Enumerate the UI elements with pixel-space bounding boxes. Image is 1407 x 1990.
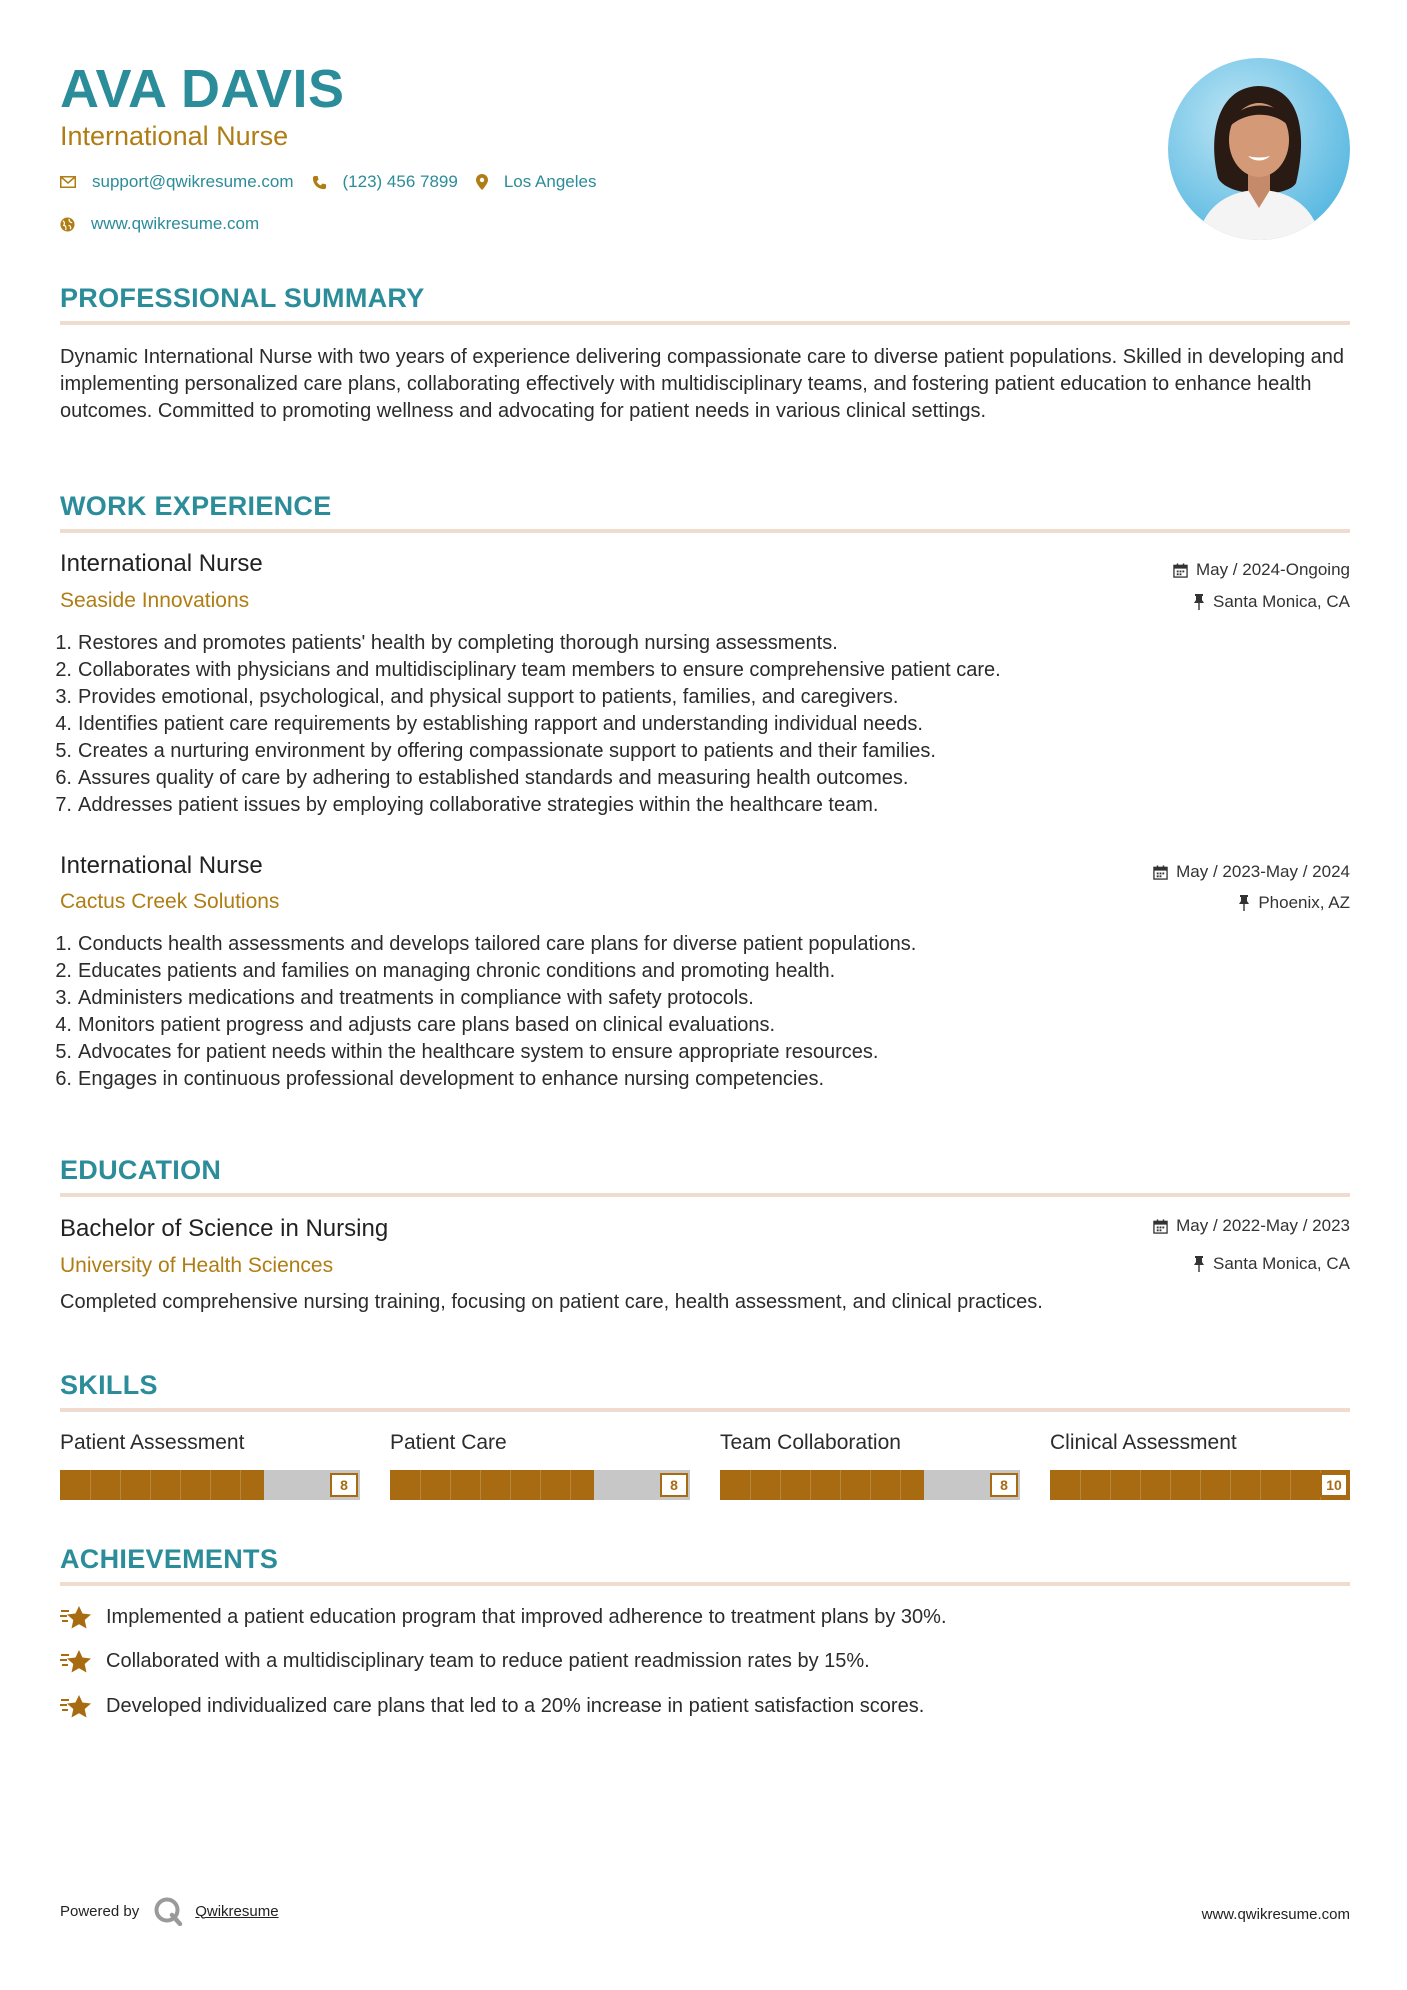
achievements-heading: ACHIEVEMENTS [60, 1544, 279, 1574]
degree-title: Bachelor of Science in Nursing [60, 1215, 389, 1242]
candidate-name: AVA DAVIS [60, 59, 345, 119]
candidate-role: International Nurse [60, 121, 289, 151]
skill-bar-fill [1050, 1470, 1350, 1500]
skill-bar [60, 1470, 360, 1500]
education-date-text: May / 2022-May / 2023 [1176, 1216, 1350, 1235]
list-item: 2. Collaborates with physicians and multidisciplinary team members to ensure comprehensive patient care. [55, 659, 1001, 681]
experience-divider [60, 529, 1350, 533]
job-location-text: Phoenix, AZ [1258, 893, 1350, 912]
job-bullets [55, 630, 1350, 819]
summary-heading: PROFESSIONAL SUMMARY [60, 283, 425, 313]
education-date [1153, 1215, 1350, 1237]
skill-item [390, 1430, 690, 1493]
skill-bar-segment [480, 1470, 481, 1500]
envelope-icon [60, 176, 76, 188]
achievement-text: Implemented a patient education program that improved adherence to treatment plans by 30%. [106, 1606, 947, 1628]
skill-bar-segment [1080, 1470, 1081, 1500]
skill-bar-segment [210, 1470, 211, 1500]
job-date [1173, 559, 1350, 581]
skill-bar-segment [90, 1470, 91, 1500]
star-icon [60, 1694, 92, 1720]
map-pin-icon [476, 174, 488, 190]
skill-bar-segment [1110, 1470, 1111, 1500]
contact-row-1 [60, 172, 614, 192]
skill-bar-segment [240, 1470, 241, 1500]
skill-bar-segment [150, 1470, 151, 1500]
job-company: Cactus Creek Solutions [60, 890, 280, 913]
contact-phone[interactable] [312, 172, 458, 192]
contact-row-2 [60, 214, 277, 234]
education-location [1193, 1253, 1350, 1275]
list-item: 5. Advocates for patient needs within the healthcare system to ensure appropriate resources. [55, 1041, 879, 1063]
skill-bar-segment [1260, 1470, 1261, 1500]
list-item: 6. Engages in continuous professional development to enhance nursing competencies. [55, 1068, 825, 1090]
summary-text: Dynamic International Nurse with two years of experience delivering compassionate care to diverse patient populations. Skilled in developing and implementing personalized care plans, collaborating effectively with multidisciplinary teams, and fostering patient education to enhance health outcomes. Committed to promoting wellness and advocating for patient needs in various clinical settings. [60, 346, 1345, 422]
list-item: 5. Creates a nurturing environment by offering compassionate support to patients and their families. [55, 740, 936, 762]
skill-bar-segment [840, 1470, 841, 1500]
calendar-icon [1173, 563, 1188, 578]
list-item: 3. Provides emotional, psychological, and physical support to patients, families, and caregivers. [55, 686, 899, 708]
skill-bar-segment [1140, 1470, 1141, 1500]
skill-bar-segment [1170, 1470, 1171, 1500]
school-name: University of Health Sciences [60, 1254, 334, 1277]
achievement-text: Developed individualized care plans that led to a 20% increase in patient satisfaction scores. [106, 1695, 925, 1717]
summary-divider [60, 321, 1350, 325]
contact-email[interactable] [60, 172, 294, 192]
website-text: www.qwikresume.com [91, 214, 260, 233]
skill-bar-segment [540, 1470, 541, 1500]
skill-name: Team Collaboration [720, 1431, 901, 1454]
footer-powered-by [60, 1896, 279, 1926]
education-description: Completed comprehensive nursing training, focusing on patient care, health assessment, and clinical practices. [60, 1291, 1043, 1313]
location-text: Los Angeles [503, 172, 597, 191]
list-item: 2. Educates patients and families on managing chronic conditions and promoting health. [55, 960, 836, 982]
education-divider [60, 1193, 1350, 1197]
job-date-text: May / 2024-Ongoing [1195, 560, 1350, 579]
job-company: Seaside Innovations [60, 589, 250, 612]
achievement-item [60, 1648, 870, 1675]
calendar-icon [1153, 865, 1168, 880]
star-icon [60, 1605, 92, 1631]
skill-bar-segment [780, 1470, 781, 1500]
skill-bar-segment [1200, 1470, 1201, 1500]
skill-bar-fill [390, 1470, 594, 1500]
qwikresume-link[interactable]: Qwikresume [195, 1902, 279, 1920]
achievements-divider [60, 1582, 1350, 1586]
email-text: support@qwikresume.com [92, 172, 294, 191]
education-heading: EDUCATION [60, 1155, 222, 1185]
job-date [1153, 861, 1350, 883]
achievement-text: Collaborated with a multidisciplinary team to reduce patient readmission rates by 15%. [106, 1650, 870, 1672]
job-date-text: May / 2023-May / 2024 [1176, 862, 1350, 881]
skill-bar-fill [720, 1470, 924, 1500]
education-location-text: Santa Monica, CA [1212, 1254, 1350, 1273]
job-location [1238, 892, 1350, 914]
achievement-item [60, 1693, 924, 1720]
skills-divider [60, 1408, 1350, 1412]
skill-name: Clinical Assessment [1050, 1431, 1237, 1454]
skill-name: Patient Care [390, 1431, 507, 1454]
skill-level-badge: 10 [1320, 1473, 1348, 1497]
skill-bar-segment [420, 1470, 421, 1500]
job-location [1193, 591, 1350, 613]
list-item: 1. Conducts health assessments and develops tailored care plans for diverse patient populations. [55, 933, 917, 955]
calendar-icon [1153, 1219, 1168, 1234]
list-item: 6. Assures quality of care by adhering to established standards and measuring health outcomes. [55, 767, 909, 789]
skill-bar-segment [1230, 1470, 1231, 1500]
job-title: International Nurse [60, 550, 263, 577]
skill-bar-segment [450, 1470, 451, 1500]
contact-location [476, 172, 597, 192]
phone-text: (123) 456 7899 [342, 172, 458, 191]
skill-bar-segment [510, 1470, 511, 1500]
pushpin-icon [1193, 594, 1205, 610]
skill-bar [390, 1470, 690, 1500]
qwikresume-logo-icon [153, 1896, 183, 1926]
skill-bar-segment [870, 1470, 871, 1500]
job-location-text: Santa Monica, CA [1212, 592, 1350, 611]
skill-level-badge: 8 [660, 1473, 688, 1497]
powered-by-label: Powered by [60, 1902, 140, 1920]
phone-icon [312, 175, 327, 190]
skill-bar-segment [810, 1470, 811, 1500]
skill-bar-segment [750, 1470, 751, 1500]
skill-bar [720, 1470, 1020, 1500]
star-icon [60, 1649, 92, 1675]
list-item: 7. Addresses patient issues by employing collaborative strategies within the healthcare team. [55, 794, 879, 816]
achievement-item [60, 1604, 947, 1631]
skill-bar-segment [1290, 1470, 1291, 1500]
experience-heading: WORK EXPERIENCE [60, 491, 332, 521]
list-item: 1. Restores and promotes patients' health by completing thorough nursing assessments. [55, 632, 838, 654]
globe-icon [60, 217, 75, 232]
skill-bar-fill [60, 1470, 264, 1500]
skills-heading: SKILLS [60, 1370, 158, 1400]
job-bullets [55, 931, 1350, 1093]
pushpin-icon [1238, 895, 1250, 911]
list-item: 4. Identifies patient care requirements by establishing rapport and understanding individual needs. [55, 713, 923, 735]
skill-name: Patient Assessment [60, 1431, 245, 1454]
skill-item [60, 1430, 360, 1493]
skill-bar-segment [900, 1470, 901, 1500]
profile-photo [1168, 58, 1350, 240]
job-title: International Nurse [60, 852, 263, 879]
skill-level-badge: 8 [990, 1473, 1018, 1497]
skill-bar [1050, 1470, 1350, 1500]
footer-website[interactable]: www.qwikresume.com [1201, 1906, 1350, 1923]
skill-bar-segment [180, 1470, 181, 1500]
skill-item [720, 1430, 1020, 1493]
list-item: 3. Administers medications and treatments in compliance with safety protocols. [55, 987, 754, 1009]
list-item: 4. Monitors patient progress and adjusts care plans based on clinical evaluations. [55, 1014, 776, 1036]
pushpin-icon [1193, 1256, 1205, 1272]
skill-item [1050, 1430, 1350, 1493]
contact-website[interactable] [60, 214, 259, 234]
skill-level-badge: 8 [330, 1473, 358, 1497]
skill-bar-segment [570, 1470, 571, 1500]
skill-bar-segment [120, 1470, 121, 1500]
